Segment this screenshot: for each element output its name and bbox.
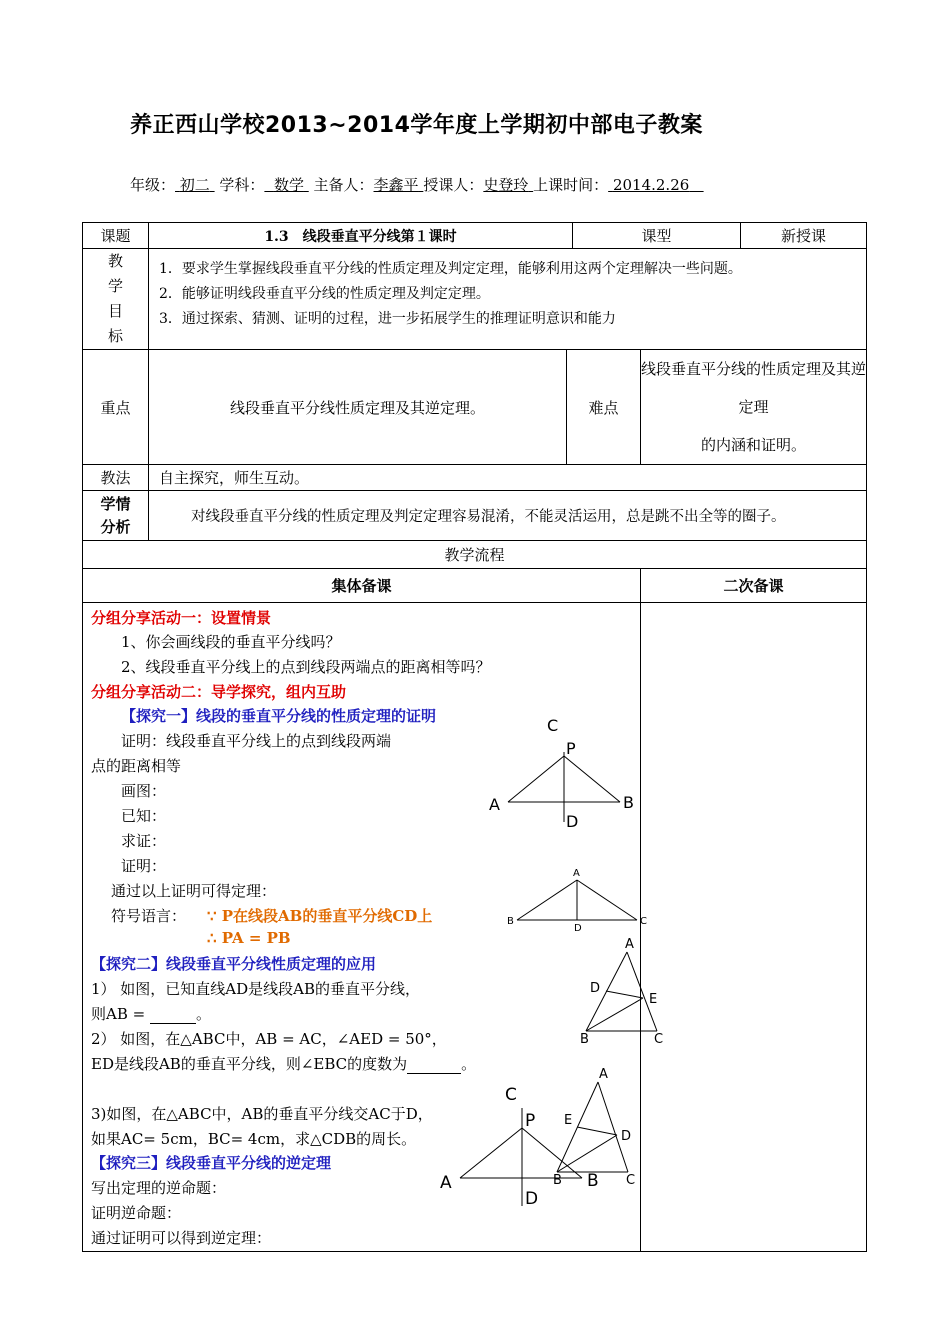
topic-label: 课题 — [83, 223, 149, 249]
lesson-meta — [130, 174, 704, 195]
question-2: 2、线段垂直平分线上的点到线段两端点的距离相等吗？ — [121, 658, 491, 676]
therefore-statement: ∴ PA = PB — [207, 929, 291, 947]
subject-value: 数学 — [273, 176, 304, 194]
figure2-label: C — [640, 916, 647, 927]
figure5-label: B — [587, 1171, 599, 1191]
figure1-label: P — [566, 739, 576, 758]
second-prep-content — [641, 603, 867, 1252]
grade-value: 初二 — [179, 176, 210, 194]
figure1-label: C — [547, 716, 559, 735]
because-statement: ∵ P在线段AB的垂直平分线CD上 — [207, 907, 433, 925]
figure5-label: P — [525, 1111, 536, 1131]
key-point-value: 线段垂直平分线性质定理及其逆定理。 — [149, 350, 567, 465]
goal-item: 1．要求学生掌握线段垂直平分线的性质定理及判定定理，能够利用这两个定理解决一些问题。 — [159, 261, 742, 277]
figure1-label: A — [489, 795, 500, 814]
subject-label: 学科： — [219, 176, 265, 194]
proof-statement-2: 点的距离相等 — [91, 757, 182, 775]
problem-2-line-1: 2） 如图，在△ABC中，AB = AC，∠AED = 50°， — [91, 1030, 447, 1048]
symbol-language-label: 符号语言： — [111, 907, 187, 925]
collective-prep-content — [83, 603, 641, 1252]
figure3-label: B — [580, 1032, 589, 1047]
collective-prep-header: 集体备课 — [83, 569, 641, 603]
explore-2-heading: 【探究二】线段垂直平分线性质定理的应用 — [91, 955, 377, 973]
problem-2-line-2: ED是线段AB的垂直平分线，则∠EBC的度数为 。 — [91, 1055, 477, 1073]
activity-2-heading: 分组分享活动二：导学探究，组内互助 — [91, 683, 347, 701]
figure4-label: B — [553, 1173, 562, 1188]
figure3-label: D — [590, 981, 601, 996]
type-label: 课型 — [573, 223, 741, 249]
figure2-label: B — [507, 916, 514, 927]
figure5-label: D — [525, 1189, 539, 1209]
key-point-label: 重点 — [83, 350, 149, 465]
activity-1-heading: 分组分享活动一：设置情景 — [91, 609, 272, 627]
flow-title: 教学流程 — [83, 541, 867, 569]
figure5-label: C — [505, 1085, 517, 1105]
proof-label: 证明： — [121, 857, 167, 875]
preparer-value: 李鑫平 — [373, 176, 419, 194]
teacher-label: 授课人： — [423, 176, 484, 194]
figure2-label: D — [574, 923, 582, 934]
difficulty-label: 难点 — [567, 350, 641, 465]
proof-statement-1: 证明：线段垂直平分线上的点到线段两端 — [121, 732, 392, 750]
type-value: 新授课 — [741, 223, 867, 249]
method-value: 自主探究，师生互动。 — [149, 465, 867, 491]
theorem-label: 通过以上证明可得定理： — [111, 882, 277, 900]
figure3-label: E — [649, 992, 658, 1007]
draw-label: 画图： — [121, 782, 167, 800]
figure3-label: A — [625, 937, 634, 952]
analysis-value: 对线段垂直平分线的性质定理及判定定理容易混淆，不能灵活运用，总是跳不出全等的圈子。 — [149, 491, 867, 541]
problem-1-line-1: 1） 如图，已知直线AD是线段AB的垂直平分线， — [91, 980, 421, 998]
explore-3-heading: 【探究三】线段垂直平分线的逆定理 — [91, 1154, 332, 1172]
time-label: 上课时间： — [533, 176, 609, 194]
explore-1-heading: 【探究一】线段的垂直平分线的性质定理的证明 — [121, 707, 437, 725]
difficulty-value: 线段垂直平分线的性质定理及其逆定理 的内涵和证明。 — [641, 350, 867, 465]
known-label: 已知： — [121, 807, 167, 825]
problem-3-line-2: 如果AC= 5cm，BC= 4cm，求△CDB的周长。 — [91, 1130, 417, 1148]
goals-list — [149, 249, 867, 350]
figure4-label: A — [599, 1067, 608, 1082]
question-1: 1、你会画线段的垂直平分线吗？ — [121, 633, 341, 651]
figure1-label: B — [623, 793, 634, 812]
problem-1-line-2: 则AB = 。 — [91, 1005, 211, 1023]
figure3-label: C — [654, 1032, 664, 1047]
teacher-value: 史登玲 — [483, 176, 529, 194]
converse-label: 写出定理的逆命题： — [91, 1179, 227, 1197]
method-label: 教法 — [83, 465, 149, 491]
goal-item: 3．通过探索、猜测、证明的过程，进一步拓展学生的推理证明意识和能力 — [159, 311, 616, 327]
prove-label: 求证： — [121, 832, 167, 850]
lesson-plan-table — [82, 222, 867, 1252]
figure4-label: C — [626, 1173, 636, 1188]
grade-label: 年级： — [130, 176, 176, 194]
figure4-label: E — [564, 1113, 573, 1128]
second-prep-header: 二次备课 — [641, 569, 867, 603]
prove-converse-label: 证明逆命题： — [91, 1204, 182, 1222]
problem-3-line-1: 3)如图，在△ABC中，AB的垂直平分线交AC于D， — [91, 1105, 433, 1123]
analysis-label: 学情 分析 — [83, 491, 149, 541]
converse-theorem-label: 通过证明可以得到逆定理： — [91, 1229, 272, 1247]
time-value: 2014.2.26 — [612, 176, 690, 194]
figure5-label: A — [440, 1173, 452, 1193]
goals-label: 教 学 目 标 — [83, 249, 149, 350]
figure1-label: D — [566, 812, 579, 831]
figure2-label: A — [573, 868, 580, 879]
goal-item: 2．能够证明线段垂直平分线的性质定理及判定定理。 — [159, 286, 490, 302]
topic-value: 1.3 线段垂直平分线第１课时 — [149, 223, 573, 249]
page-title: 养正西山学校2013~2014学年度上学期初中部电子教案 — [130, 113, 703, 138]
preparer-label: 主备人： — [313, 176, 374, 194]
figure4-label: D — [621, 1129, 632, 1144]
